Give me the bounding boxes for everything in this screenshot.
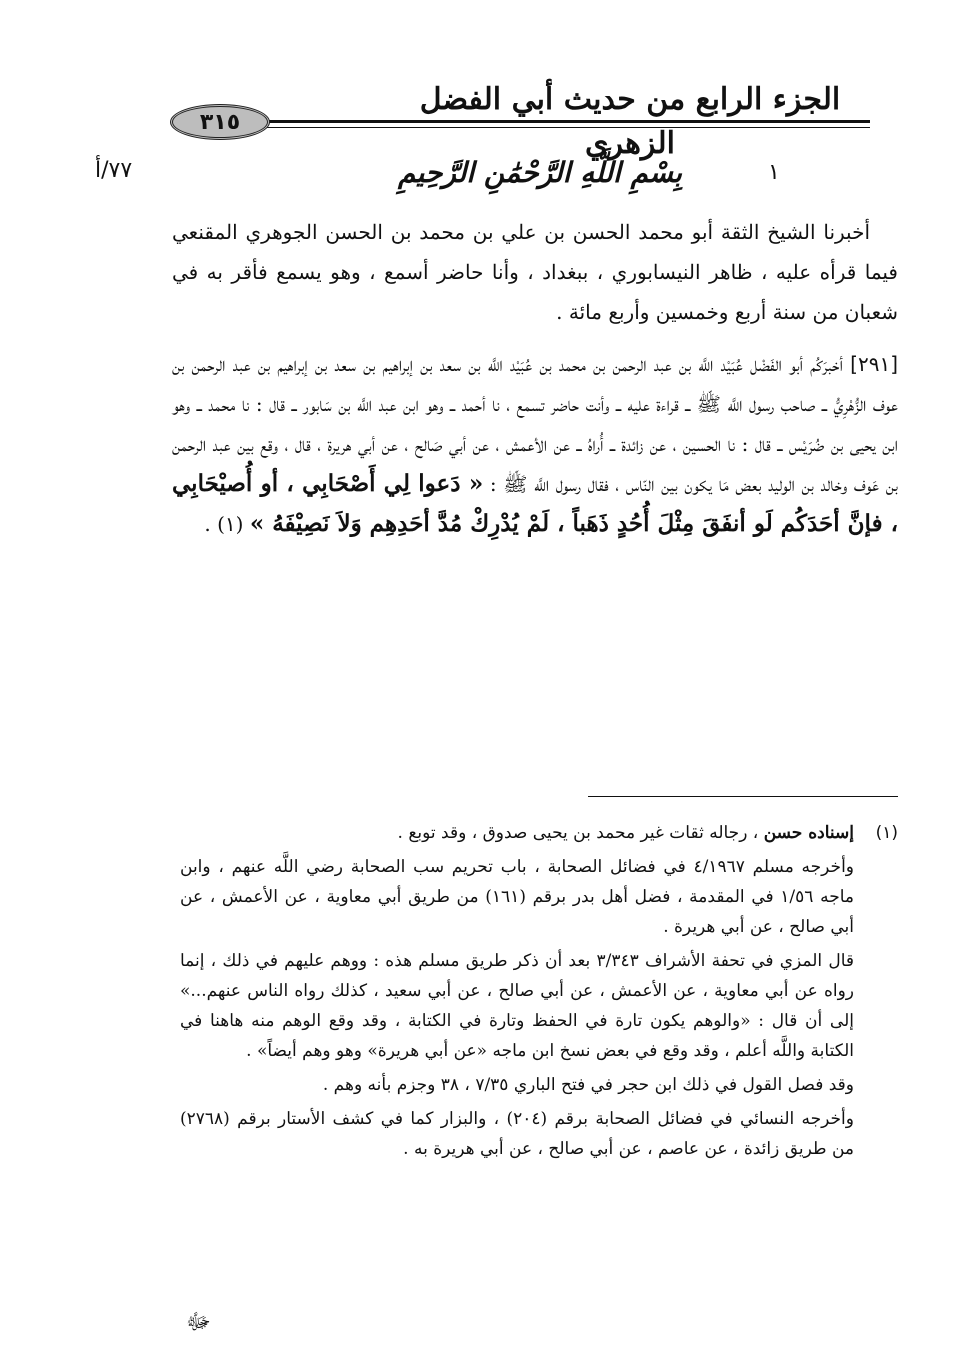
- footnote-paragraph: وقد فصل القول في ذلك ابن حجر في فتح الباري ٧/٣٥ ، ٣٨ وجزم بأنه وهم .: [322, 1075, 854, 1095]
- header-rule: [250, 120, 870, 128]
- footnote-item: [180, 818, 898, 848]
- hadith-isnad: أخبرَكُم أبو الفَضْل عُبَيْد اللَّه بن عبد الرحمن بن محمد بن عُبَيْد اللَّه بن سعد بن إبراهيم بن سعد بن إبراهيم بن عبد الرحمن بن عوف الزُّهْرِيُّ ــ صاحب رسول اللَّه ﷺ ــ قراءة عليه ــ وأنت حاضر تسمع ، نا أحمد ــ وهو ابن عبد اللَّه بن سَابور ــ قال : نا محمد ــ وهو ابن يحيى بن ضُرَيْس ــ قال : نا الحسين ، عن زائدة ــ أُراهُ ــ عن الأعمش ، عن أبي صَالح ، عن أبي هريرة ، قال ، وقع بين عبد الرحمن بن عَوف وخالد بن الوليد بعض مَا يكون بين النّاس ، فقال رسول اللَّه ﷺ :: [172, 352, 899, 496]
- main-text: [172, 212, 898, 556]
- intro-paragraph: أخبرنا الشيخ الثقة أبو محمد الحسن بن علي بن محمد بن الحسن الجوهري المقنعي فيما قرأه عليه ، ظاهر النيسابوري ، ببغداد ، وأنا حاضر أسمع ، وهو يسمع فأقر به في شعبان من سنة أربع وخمسين وأربع مائة .: [172, 220, 898, 324]
- hadith-number: [٢٩١]: [850, 352, 898, 376]
- footnotes: [180, 818, 898, 1168]
- manuscript-folio-ref: ٧٧/أ: [95, 158, 133, 183]
- footnote-paragraph: وأخرجه مسلم ٤/١٩٦٧ في فضائل الصحابة ، باب تحريم سب الصحابة رضي اللَّه عنهم ، وابن ماجه ١/٥٦ في المقدمة ، فضل أهل بدر برقم (١٦١) من طريق أبي معاوية ، عن الأعمش ، عن أبي صالح ، عن أبي هريرة .: [180, 857, 855, 937]
- footnote-marker: (١): [875, 823, 898, 843]
- hadith-quote: « دَعوا لِي أَصْحَابِي ، أو أُصيْحَابِي ، فإنَّ أحَدَكُم لَو أنفَقَ مِثْلَ أُحُدٍ ذَهَباً ، لَمْ يُدْرِكْ مُدَّ أحَدِهِم وَلاَ نَصِيْفَهُ »: [172, 470, 898, 537]
- page-number: ٣١٥: [199, 109, 241, 135]
- basmala-ornament: بِسْمِ اللَّهِ الرَّحْمَٰنِ الرَّحِيمِ: [398, 156, 682, 189]
- footnote-paragraph: وأخرجه النسائي في فضائل الصحابة برقم (٢٠٤) ، والبزار كما في كشف الأستار برقم (٢٧٦٨) من طريق زائدة ، عن عاصم ، عن أبي صالح ، عن أبي هريرة به .: [180, 1109, 854, 1159]
- hadith-footnote-ref: (١) .: [204, 512, 244, 536]
- footnote-paragraph: قال المزي في تحفة الأشراف ٣/٣٤٣ بعد أن ذكر طريق مسلم هذه : ووهم عليهم في ذلك ، إنما رواه عن أبي معاوية ، عن الأعمش ، عن أبي صالح ، عن أبي سعيد ، كذلك رواه الناس عنهم...» إلى أن قال : «والوهم يكون تارة في الحفظ وتارة في الكتابة ، وقد وقع الوهم منه هاهنا في الكتابة واللَّه أعلم ، وقد وقع في بعض نسخ ابن ماجه «عن أبي هريرة» وهو وهم أيضاً» .: [180, 951, 855, 1061]
- hadith-paragraph: [172, 344, 898, 544]
- footnote-first-line: ، رجاله ثقات غير محمد بن يحيى صدوق ، وقد توبع .: [397, 823, 759, 843]
- page-number-badge: [170, 104, 270, 140]
- corner-ornament: ﷻ: [186, 1310, 211, 1335]
- page-header: [170, 78, 870, 161]
- footnote-separator: [588, 796, 898, 797]
- folio-mark: ١: [768, 160, 780, 185]
- running-title: الجزء الرابع من حديث أبي الفضل الزهري: [419, 82, 841, 161]
- footnote-lead: إسناده حسن: [763, 823, 854, 843]
